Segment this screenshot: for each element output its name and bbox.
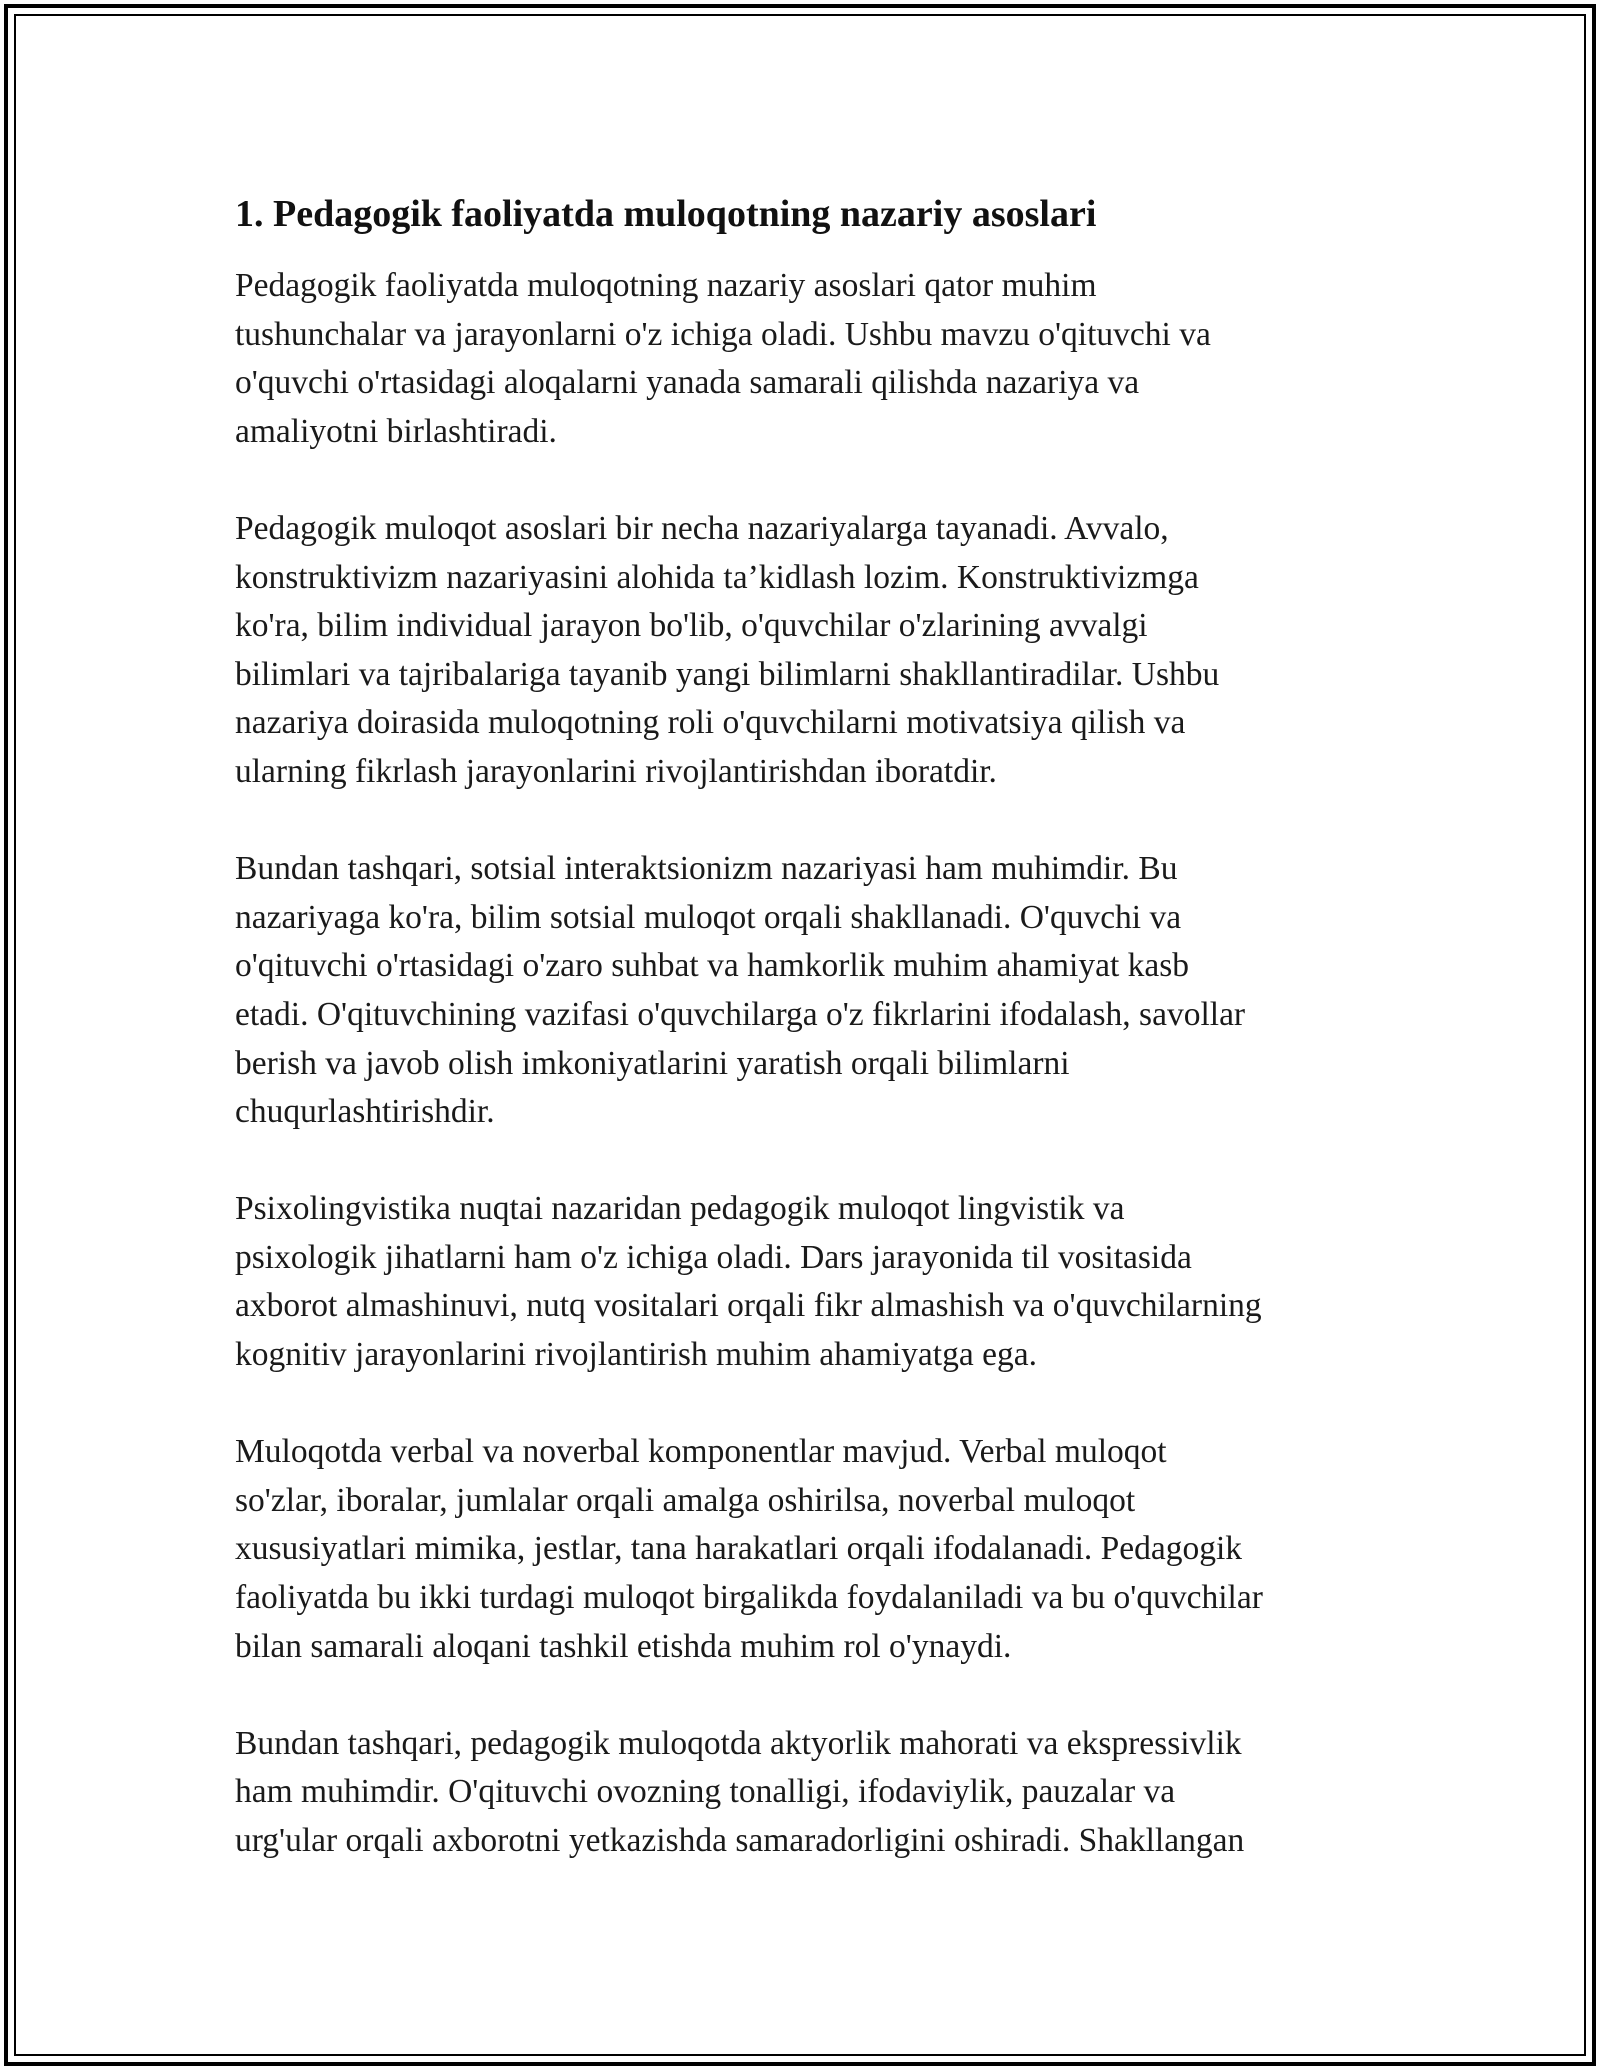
paragraph-psycholinguistics: Psixolingvistika nuqtai nazaridan pedagogik muloqot lingvistik va psixologik jihatlarni ham o'z ichiga oladi. Dars jarayonida til vositasida axborot almashinuvi, nutq vositalari orqali fikr almashish va o'quvchilarning kognitiv jarayonlarini rivojlantirish muhim ahamiyatga ega. (235, 1190, 1262, 1374)
paragraph-intro: Pedagogik faoliyatda muloqotning nazariy asoslari qator muhim tushunchalar va jarayonlarni o'z ichiga oladi. Ushbu mavzu o'qituvchi va o'quvchi o'rtasidagi aloqalarni yanada samarali qilishda nazariya va amaliyotni birlashtiradi. (235, 267, 1211, 450)
paragraph-verbal-nonverbal: Muloqotda verbal va noverbal komponentlar mavjud. Verbal muloqot so'zlar, iboralar, jumlalar orqali amalga oshirilsa, noverbal muloqot xususiyatlari mimika, jestlar, tana harakatlari orqali ifodalanadi. Pedagogik faoliyatda bu ikki turdagi muloqot birgalikda foydalaniladi va bu o'quvchilar bilan samarali aloqani tashkil etishda muhim rol o'ynaydi. (235, 1433, 1263, 1665)
paragraph-social-interactionism: Bundan tashqari, sotsial interaktsionizm nazariyasi ham muhimdir. Bu nazariyaga ko'ra, bilim sotsial muloqot orqali shakllanadi. O'quvchi va o'qituvchi o'rtasidagi o'zaro suhbat va hamkorlik muhim ahamiyat kasb etadi. O'qituvchining vazifasi o'quvchilarga o'z fikrlarini ifodalash, savollar berish va javob olish imkoniyatlarini yaratish orqali bilimlarni chuqurlashtirishdir. (235, 850, 1246, 1131)
paragraph-acting-skill: Bundan tashqari, pedagogik muloqotda aktyorlik mahorati va ekspressivlik ham muhimdir. O'qituvchi ovozning tonalligi, ifodaviylik, pauzalar va urg'ular orqali axborotni yetkazishda samaradorligini oshiradi. Shakllangan (235, 1724, 1245, 1859)
document-body (235, 186, 1365, 1914)
paragraph-constructivism: Pedagogik muloqot asoslari bir necha nazariyalarga tayanadi. Avvalo, konstruktivizm nazariyasini alohida ta’kidlash lozim. Konstruktivizmga ko'ra, bilim individual jarayon bo'lib, o'quvchilar o'zlarining avvalgi bilimlari va tajribalariga tayanib yangi bilimlarni shakllantiradilar. Ushbu nazariya doirasida muloqotning roli o'quvchilarni motivatsiya qilish va ularning fikrlash jarayonlarini rivojlantirishdan iboratdir. (235, 509, 1220, 790)
section-heading: 1. Pedagogik faoliyatda muloqotning nazariy asoslari (235, 193, 1097, 235)
